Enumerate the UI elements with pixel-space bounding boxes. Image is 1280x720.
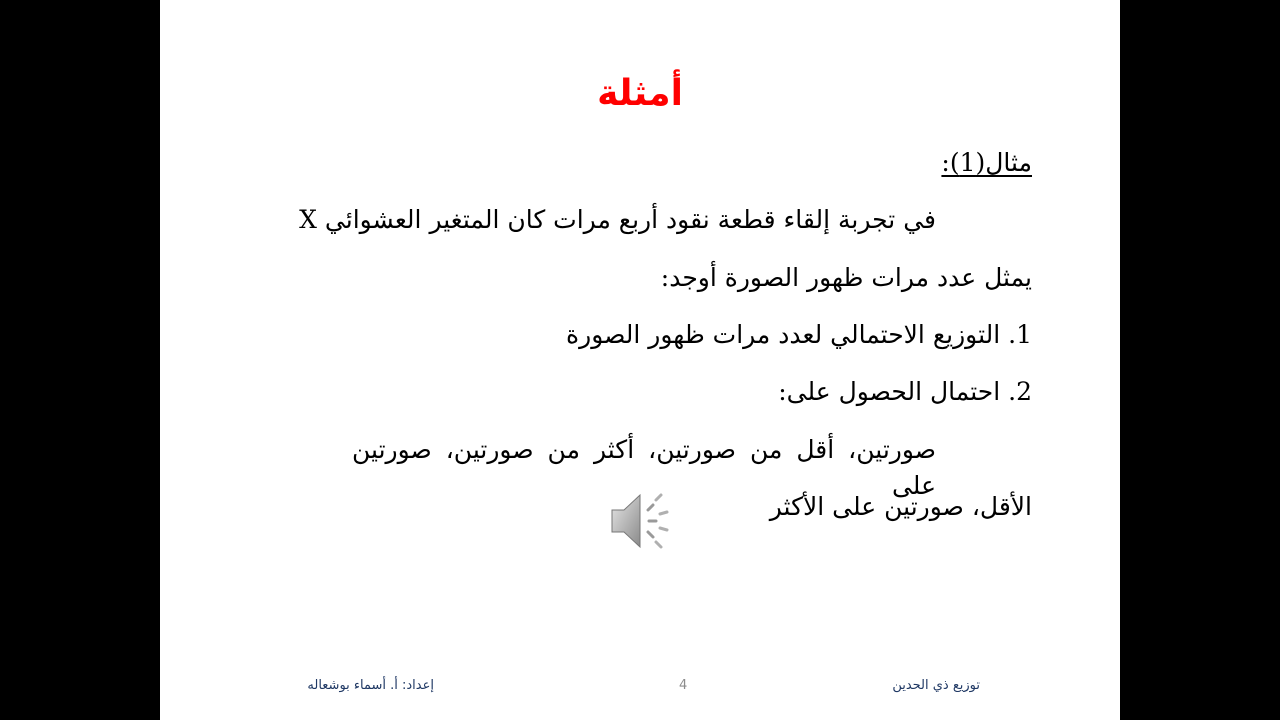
page-number: 4: [679, 678, 688, 693]
example-label: مثال(1):: [941, 148, 1032, 177]
footer-author: إعداد: أ. أسماء بوشعاله: [307, 678, 434, 693]
cases-line-2: الأقل، صورتين على الأكثر: [769, 492, 1032, 521]
list-item-2: 2. احتمال الحصول على:: [778, 377, 1032, 406]
paragraph-line-2: يمثل عدد مرات ظهور الصورة أوجد:: [660, 263, 1032, 292]
footer-topic: توزيع ذي الحدين: [892, 678, 980, 693]
slide-title: أمثلة: [597, 73, 683, 114]
paragraph-line-1: في تجربة إلقاء قطعة نقود أربع مرات كان المتغير العشوائي X: [299, 205, 936, 234]
slide: [160, 0, 1120, 720]
speaker-icon[interactable]: [608, 488, 674, 554]
list-item-1: 1. التوزيع الاحتمالي لعدد مرات ظهور الصورة: [566, 320, 1032, 349]
cases-line-1: صورتين، أقل من صورتين، أكثر من صورتين، صورتين على: [352, 435, 936, 500]
